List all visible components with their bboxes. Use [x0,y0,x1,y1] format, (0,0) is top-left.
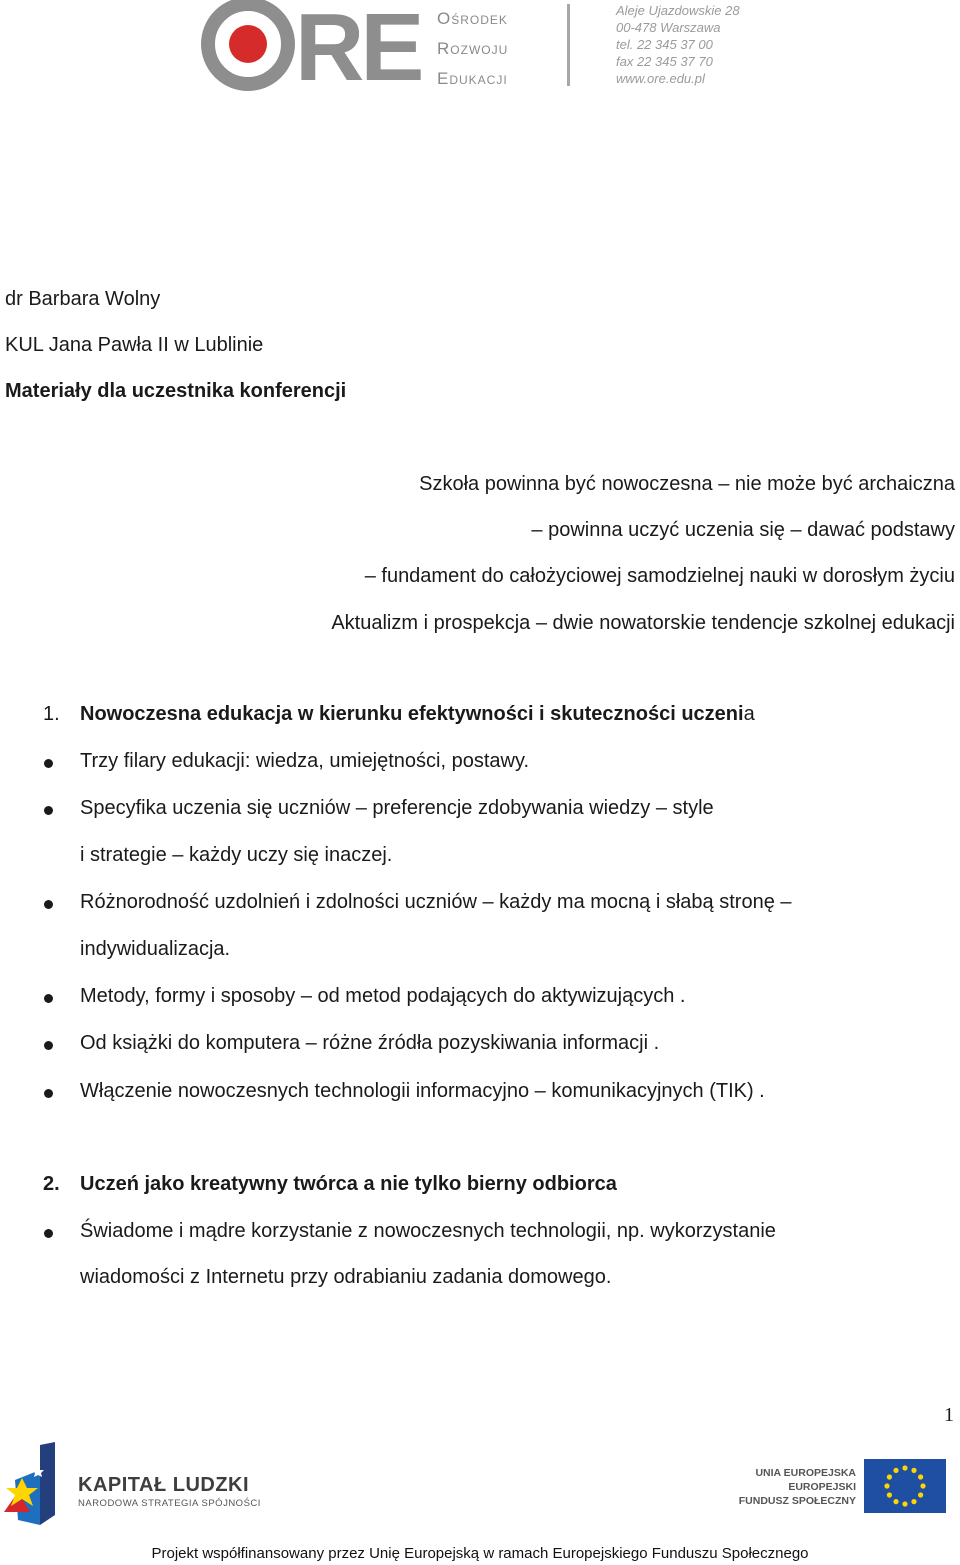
author-affiliation: KUL Jana Pawła II w Lublinie [5,334,264,356]
ore-address [616,2,740,87]
eu-text [738,1466,856,1508]
list-item: Metody, formy i sposoby – od metod podających do aktywizujących . [80,985,686,1007]
ore-org-name [437,4,508,94]
list-item-continuation: indywidualizacja. [80,938,231,960]
eu-text-line: EUROPEJSKI [788,1481,856,1493]
page-number: 1 [944,1404,954,1426]
list-item: Świadome i mądre korzystanie z nowoczesnych technologii, np. wykorzystanie [80,1220,776,1242]
motto-line: Szkoła powinna być nowoczesna – nie może być archaiczna [419,473,955,495]
section-1-heading-bold: Nowoczesna edukacja w kierunku efektywności i skuteczności uczeni [80,703,744,725]
footer-funding-note: Projekt współfinansowany przez Unię Europejską w ramach Europejskiego Funduszu Społecznego [151,1545,809,1562]
list-item: Różnorodność uzdolnień i zdolności uczniów – każdy ma mocną i słabą stronę – [80,891,792,913]
eu-text-line: UNIA EUROPEJSKA [755,1467,856,1479]
list-item: Trzy filary edukacji: wiedza, umiejętności, postawy. [80,750,530,772]
section-1-heading [80,703,755,726]
section-1-heading-tail: a [743,703,755,725]
org-name-line: Rozwoju [437,39,509,58]
bullet-icon [44,994,53,1003]
letterhead [0,0,960,100]
author-name: dr Barbara Wolny [5,288,161,310]
bullet-icon [44,900,53,909]
list-item-continuation: i strategie – każdy uczy się inaczej. [80,844,393,866]
section-2-number: 2. [43,1173,60,1195]
motto-line: – fundament do całożyciowej samodzielnej nauki w dorosłym życiu [364,565,955,587]
motto-line: Aktualizm i prospekcja – dwie nowatorskie tendencje szkolnej edukacji [331,612,955,634]
bullet-icon [44,759,53,768]
list-item: Włączenie nowoczesnych technologii informacyjno – komunikacyjnych (TIK) . [80,1080,765,1102]
header-divider [567,4,570,86]
address-line: tel. 22 345 37 00 [616,37,713,52]
motto-line: – powinna uczyć uczenia się – dawać podstawy [531,519,955,541]
eu-text-line: FUNDUSZ SPOŁECZNY [738,1495,856,1507]
list-item: Od książki do komputera – różne źródła pozyskiwania informacji . [80,1032,660,1054]
materials-title: Materiały dla uczestnika konferencji [5,380,347,402]
address-line: 00-478 Warszawa [616,20,721,35]
org-name-line: Edukacji [437,69,508,88]
list-item: Specyfika uczenia się uczniów – preferencje zdobywania wiedzy – style [80,797,714,819]
bullet-icon [44,1089,53,1098]
section-1-number: 1. [43,703,60,725]
kapital-ludzki-subtitle: NARODOWA STRATEGIA SPÓJNOŚCI [78,1498,261,1509]
section-2-heading: Uczeń jako kreatywny twórca a nie tylko bierny odbiorca [80,1173,617,1195]
address-website: www.ore.edu.pl [616,71,705,86]
bullet-icon [44,806,53,815]
kapital-ludzki-title: KAPITAŁ LUDZKI [78,1474,250,1496]
org-name-line: Ośrodek [437,9,508,28]
address-line: fax 22 345 37 70 [616,54,713,69]
bullet-icon [44,1229,53,1238]
list-item-continuation: wiadomości z Internetu przy odrabianiu zadania domowego. [80,1266,612,1288]
bullet-icon [44,1041,53,1050]
svg-text:RE: RE [295,0,421,95]
eu-flag-icon [864,1459,946,1513]
address-line: Aleje Ujazdowskie 28 [616,3,740,18]
